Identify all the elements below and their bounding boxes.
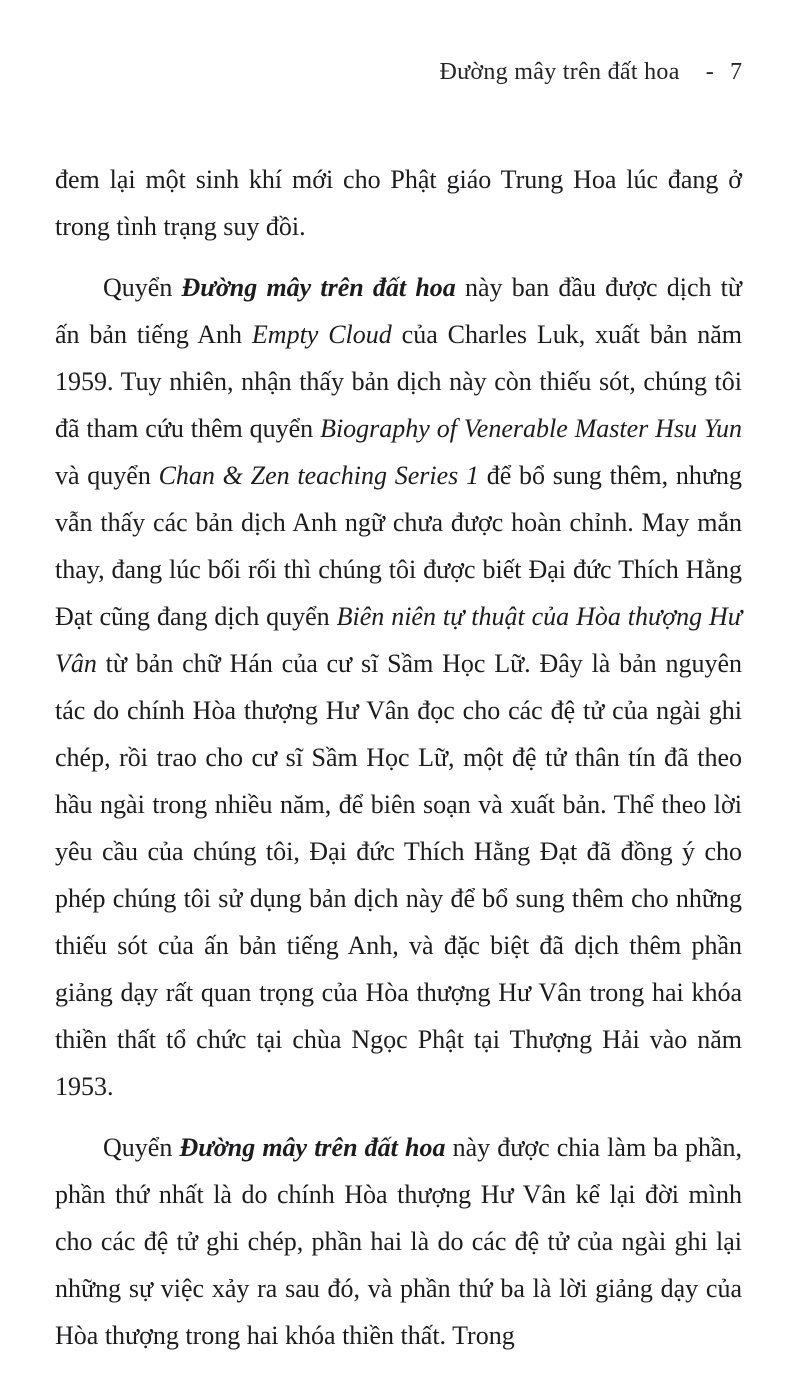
book-title-run: Biography of Venerable Master Hsu Yun — [320, 414, 743, 443]
paragraph-2 — [55, 264, 742, 1110]
text-run: từ bản chữ Hán của cư sĩ Sầm Học Lữ. Đây là bản nguyên tác do chính Hòa thượng Hư Vân đọc cho các đệ tử của ngài ghi chép, rồi trao cho cư sĩ Sầm Học Lữ, một đệ tử thân tín đã theo hầu ngài trong nhiều năm, để biên soạn và xuất bản. Thể theo lời yêu cầu của chúng tôi, Đại đức Thích Hằng Đạt đã đồng ý cho phép chúng tôi sử dụng bản dịch này để bổ sung thêm cho những thiếu sót của ấn bản tiếng Anh, và đặc biệt đã dịch thêm phần giảng dạy rất quan trọng của Hòa thượng Hư Vân trong hai khóa thiền thất tổ chức tại chùa Ngọc Phật tại Thượng Hải vào năm 1953. — [55, 649, 742, 1101]
page-number: 7 — [730, 59, 742, 85]
book-title-run: Chan & Zen teaching Series 1 — [158, 461, 479, 490]
header-separator: - — [705, 59, 714, 85]
running-header — [55, 58, 742, 86]
running-title: Đường mây trên đất hoa — [439, 59, 680, 85]
text-run: đem lại một sinh khí mới cho Phật giáo Trung Hoa lúc đang ở trong tình trạng suy đồi. — [55, 165, 742, 241]
text-run: để bổ sung thêm, nhưng vẫn thấy các bản dịch Anh ngữ chưa được hoàn chỉnh. May mắn thay, đang lúc bối rối thì chúng tôi được biết Đại đức Thích Hằng Đạt cũng đang dịch quyển — [55, 461, 742, 631]
book-title-run: Đường mây trên đất hoa — [179, 1133, 446, 1162]
text-run: của Charles Luk, xuất bản năm 1959. Tuy nhiên, nhận thấy bản dịch này còn thiếu sót, chúng tôi đã tham cứu thêm quyển — [55, 320, 742, 443]
book-title-run: Empty Cloud — [251, 320, 392, 349]
body-text — [55, 156, 742, 1359]
text-run: Quyển — [103, 1133, 180, 1162]
paragraph-1 — [55, 156, 742, 250]
text-run: và quyển — [55, 461, 159, 490]
text-run: này được chia làm ba phần, phần thứ nhất là do chính Hòa thượng Hư Vân kể lại đời mình cho các đệ tử ghi chép, phần hai là do các đệ tử của ngài ghi lại những sự việc xảy ra sau đó, và phần thứ ba là lời giảng dạy của Hòa thượng trong hai khóa thiền thất. Trong — [55, 1133, 742, 1350]
text-run: Quyển — [103, 273, 182, 302]
book-title-run: Đường mây trên đất hoa — [181, 273, 456, 302]
paragraph-3 — [55, 1124, 742, 1359]
text-run: này ban đầu được dịch từ ấn bản tiếng Anh — [55, 273, 742, 349]
book-title-run: Biên niên tự thuật của Hòa thượng Hư Vân — [55, 602, 742, 678]
